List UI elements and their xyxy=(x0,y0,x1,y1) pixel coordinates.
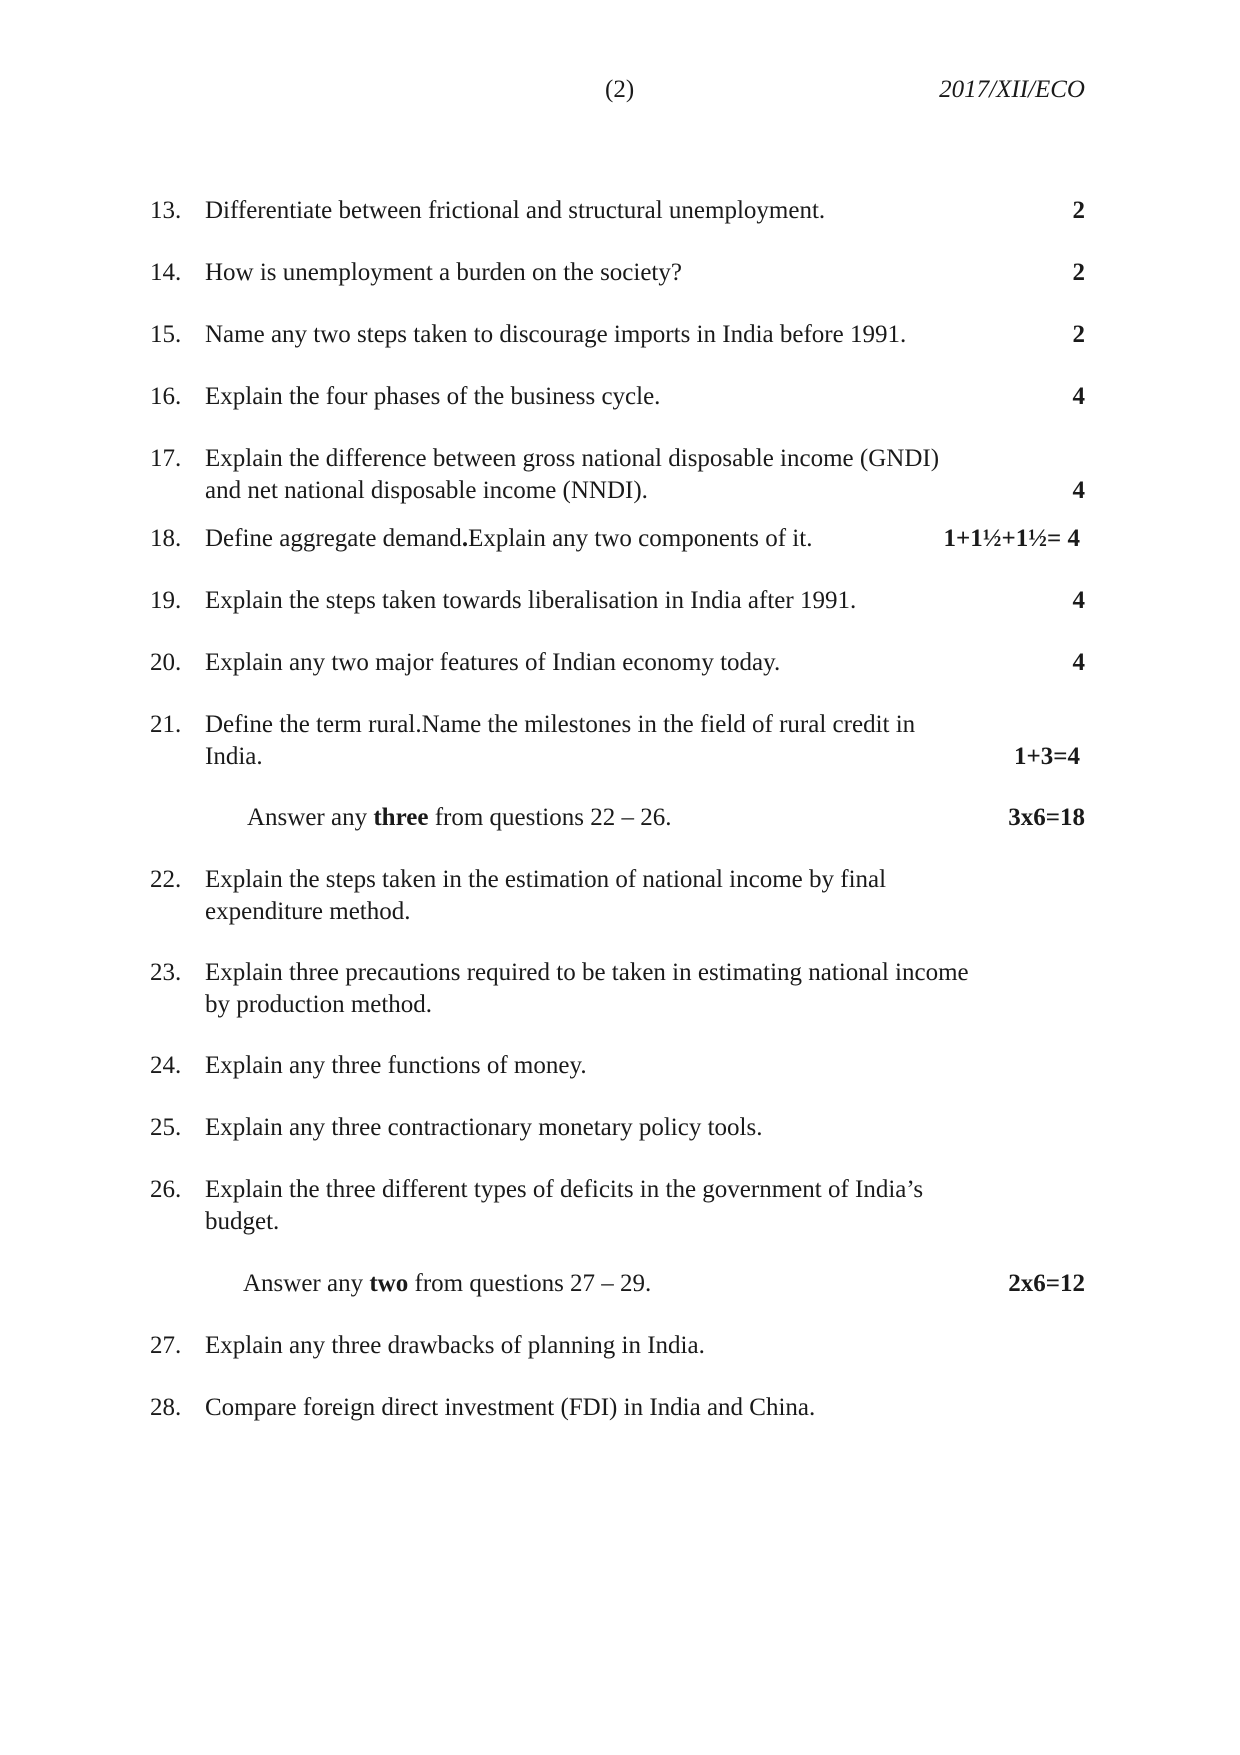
question-marks: 4 xyxy=(1072,383,1085,410)
question-number: 19. xyxy=(150,587,182,614)
question-number: 13. xyxy=(150,197,182,224)
question-number: 22. xyxy=(150,866,182,893)
question-number: 18. xyxy=(150,525,182,552)
instruction-text xyxy=(243,1268,651,1300)
question-text: Explain the steps taken towards liberalisation in India after 1991. xyxy=(205,587,857,614)
question-text-part: Define aggregate demand xyxy=(205,525,462,552)
question-number: 23. xyxy=(150,959,182,986)
question-number: 17. xyxy=(150,445,182,472)
section-marks: 2x6=12 xyxy=(1008,1270,1085,1297)
question-text: Compare foreign direct investment (FDI) in India and China. xyxy=(205,1394,816,1421)
question-marks: 4 xyxy=(1072,477,1085,504)
question-marks: 2 xyxy=(1072,321,1085,348)
question-marks: 2 xyxy=(1072,197,1085,224)
instruction-part: from questions 22 – 26. xyxy=(428,804,672,831)
question-text: Define the term rural.Name the milestones in the field of rural credit in India. xyxy=(205,711,916,770)
question-marks: 4 xyxy=(1072,587,1085,614)
instruction-part: Answer any xyxy=(247,804,374,831)
question-marks: 1+3=4 xyxy=(1014,743,1080,770)
question-text-part: Explain any two components of it. xyxy=(468,525,813,552)
question-text: Explain three precautions required to be taken in estimating national income by production method. xyxy=(205,959,969,1018)
instruction-bold: two xyxy=(369,1270,409,1297)
question-text: Explain any three drawbacks of planning in India. xyxy=(205,1332,705,1359)
question-number: 28. xyxy=(150,1394,182,1421)
question-text: Explain any three contractionary monetary policy tools. xyxy=(205,1114,763,1141)
instruction-bold: three xyxy=(373,804,429,831)
question-text: Explain the steps taken in the estimation of national income by final expenditure method. xyxy=(205,866,887,925)
question-number: 25. xyxy=(150,1114,182,1141)
question-number: 26. xyxy=(150,1176,182,1203)
instruction-text xyxy=(247,802,671,834)
paper-code: 2017/XII/ECO xyxy=(939,76,1085,103)
question-marks: 4 xyxy=(1072,649,1085,676)
question-text: How is unemployment a burden on the society? xyxy=(205,259,682,286)
question-text xyxy=(205,523,965,555)
question-text: Explain any two major features of Indian economy today. xyxy=(205,649,781,676)
section-marks: 3x6=18 xyxy=(1008,804,1085,831)
question-text: Explain the four phases of the business cycle. xyxy=(205,383,661,410)
question-text: Explain the three different types of deficits in the government of India’s budget. xyxy=(205,1176,924,1235)
question-number: 15. xyxy=(150,321,182,348)
question-number: 14. xyxy=(150,259,182,286)
question-text: Explain the difference between gross national disposable income (GNDI) and net national disposable income (NNDI). xyxy=(205,445,940,504)
question-marks: 2 xyxy=(1072,259,1085,286)
instruction-part: from questions 27 – 29. xyxy=(408,1270,652,1297)
question-number: 20. xyxy=(150,649,182,676)
question-text: Name any two steps taken to discourage imports in India before 1991. xyxy=(205,321,907,348)
question-text: Differentiate between frictional and structural unemployment. xyxy=(205,197,826,224)
question-text-bold: . xyxy=(461,525,469,552)
question-number: 24. xyxy=(150,1052,182,1079)
instruction-part: Answer any xyxy=(243,1270,370,1297)
question-text: Explain any three functions of money. xyxy=(205,1052,587,1079)
question-marks: 1+1½+1½= 4 xyxy=(943,525,1080,552)
question-number: 21. xyxy=(150,711,182,738)
question-number: 27. xyxy=(150,1332,182,1359)
page-number: (2) xyxy=(605,76,635,103)
question-number: 16. xyxy=(150,383,182,410)
